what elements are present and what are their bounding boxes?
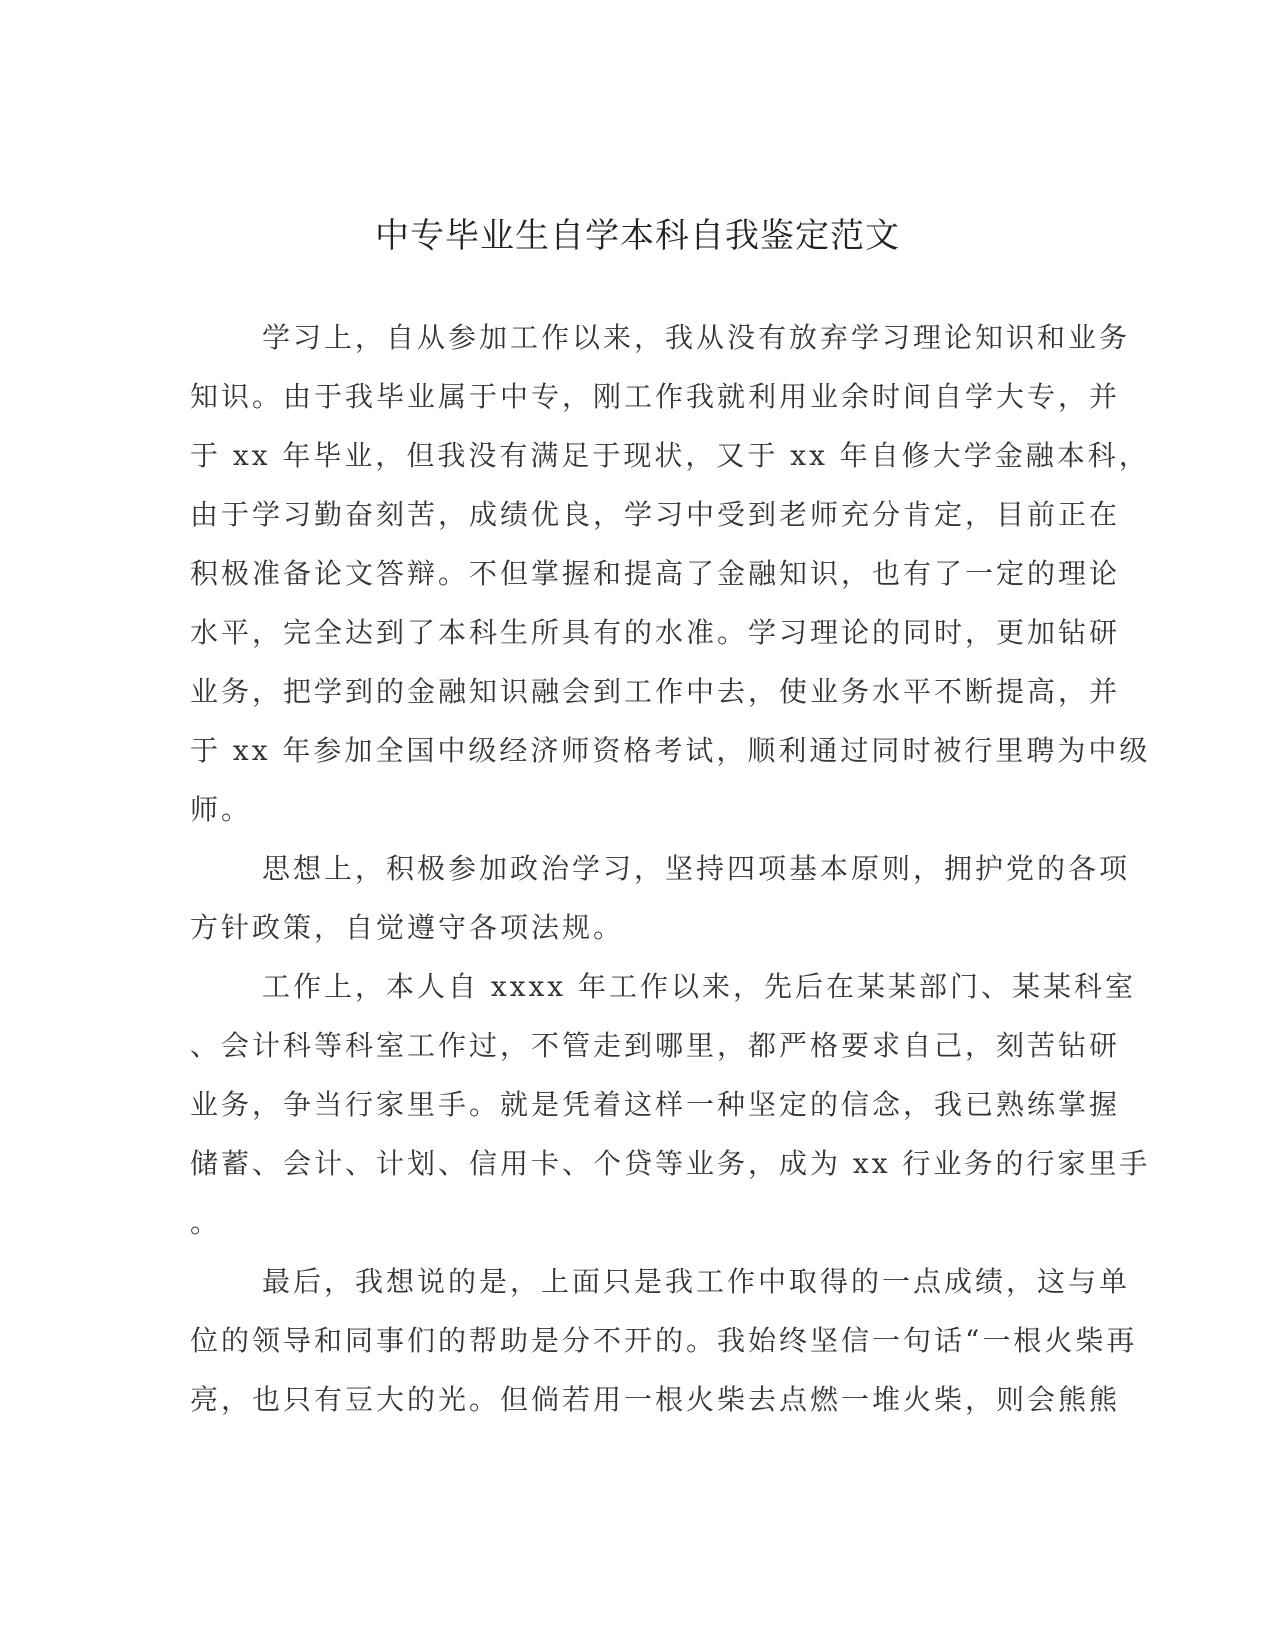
paragraph-line: 知识。由于我毕业属于中专，刚工作我就利用业余时间自学大专，并 bbox=[190, 380, 1121, 413]
paragraph-line: 思想上，积极参加政治学习，坚持四项基本原则，拥护党的各项 bbox=[262, 852, 1131, 885]
paragraph-line: 、会计科等科室工作过，不管走到哪里，都严格要求自己，刻苦钻研 bbox=[190, 1029, 1121, 1062]
paragraph-line: 于 xx 年毕业，但我没有满足于现状，又于 xx 年自修大学金融本科， bbox=[190, 439, 1150, 472]
paragraph-line: 由于学习勤奋刻苦，成绩优良，学习中受到老师充分肯定，目前正在 bbox=[190, 498, 1121, 531]
paragraph-line: 学习上，自从参加工作以来，我从没有放弃学习理论知识和业务 bbox=[262, 321, 1131, 354]
paragraph-line: 方针政策，自觉遵守各项法规。 bbox=[190, 911, 625, 944]
paragraph-line: 位的领导和同事们的帮助是分不开的。我始终坚信一句话“一根火柴再 bbox=[190, 1324, 1138, 1357]
paragraph-line: 业务，争当行家里手。就是凭着这样一种坚定的信念，我已熟练掌握 bbox=[190, 1088, 1121, 1121]
paragraph-line: 。 bbox=[190, 1206, 222, 1239]
paragraph-line: 业务，把学到的金融知识融会到工作中去，使业务水平不断提高，并 bbox=[190, 675, 1121, 708]
paragraph-line: 亮，也只有豆大的光。但倘若用一根火柴去点燃一堆火柴，则会熊熊 bbox=[190, 1383, 1121, 1416]
paragraph-line: 积极准备论文答辩。不但掌握和提高了金融知识，也有了一定的理论 bbox=[190, 557, 1121, 590]
paragraph-line: 师。 bbox=[190, 793, 253, 826]
paragraph-line: 工作上，本人自 xxxx 年工作以来，先后在某某部门、某某科室 bbox=[262, 970, 1136, 1003]
document-title: 中专毕业生自学本科自我鉴定范文 bbox=[375, 216, 900, 256]
paragraph-line: 水平，完全达到了本科生所具有的水准。学习理论的同时，更加钻研 bbox=[190, 616, 1121, 649]
paragraph-line: 于 xx 年参加全国中级经济师资格考试，顺利通过同时被行里聘为中级 bbox=[190, 734, 1151, 767]
paragraph-line: 储蓄、会计、计划、信用卡、个贷等业务，成为 xx 行业务的行家里手 bbox=[190, 1147, 1151, 1180]
paragraph-line: 最后，我想说的是，上面只是我工作中取得的一点成绩，这与单 bbox=[262, 1265, 1131, 1298]
